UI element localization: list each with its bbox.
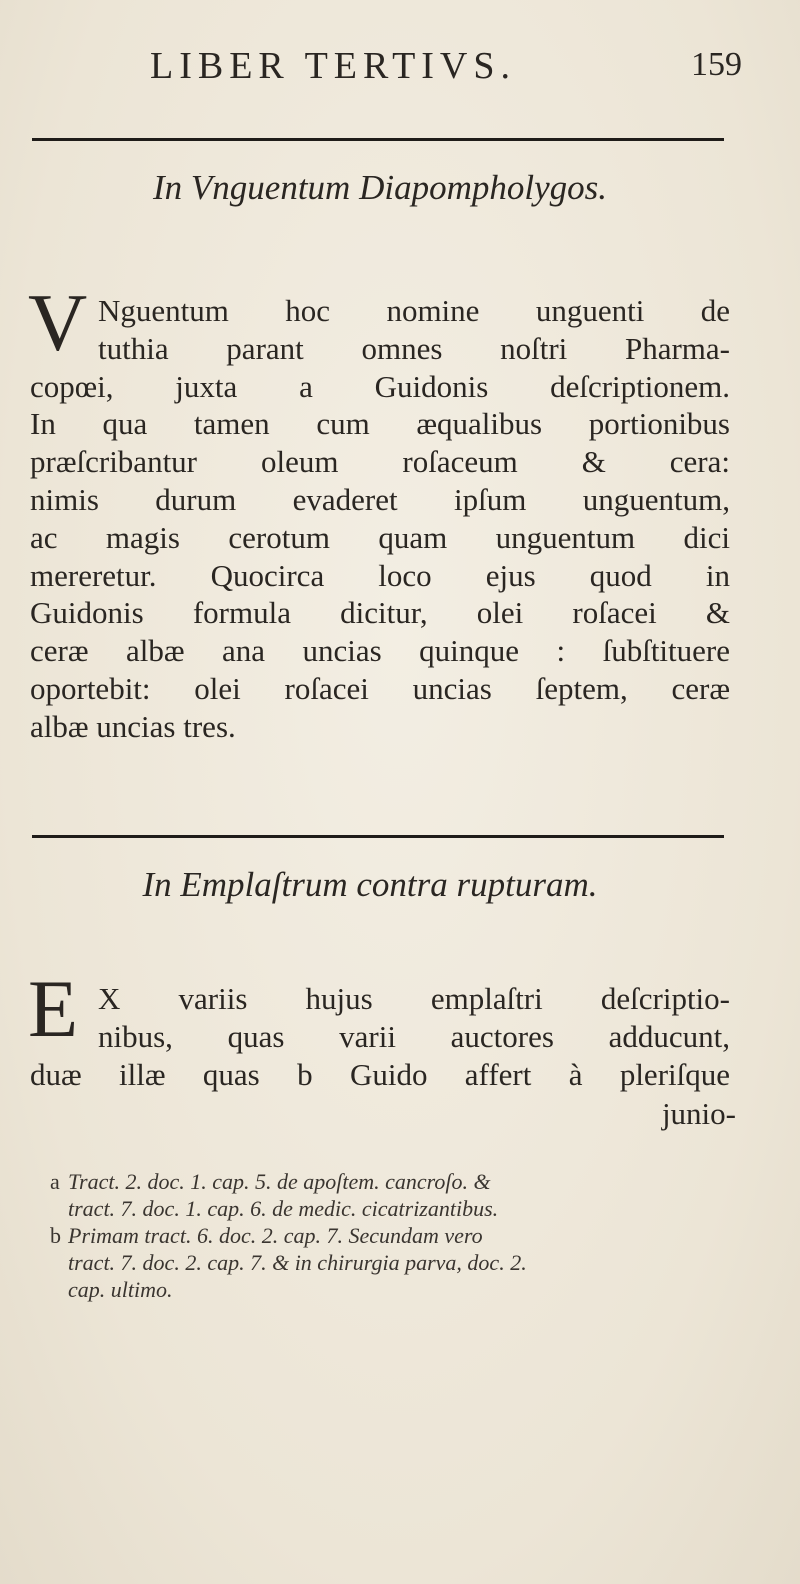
text-line: In qua tamen cum æqualibus portionibus: [30, 406, 730, 442]
section-heading-unguentum: In Vnguentum Diapompholygos.: [153, 168, 607, 207]
note-marker: b: [50, 1223, 61, 1248]
catchword: junio-: [661, 1096, 736, 1131]
text-line: oportebit: olei roſacei uncias ſeptem, ceræ: [30, 670, 730, 706]
note-line: cap. ultimo.: [68, 1277, 173, 1302]
section-heading-emplastrum: In Emplaſtrum contra rupturam.: [142, 865, 598, 904]
text-line: Nguentum hoc nomine unguenti de: [98, 293, 730, 328]
text-line: Guidonis formula dicitur, olei roſacei &: [30, 595, 730, 631]
text-line: ceræ albæ ana uncias quinque : ſubſtituere: [30, 633, 730, 669]
text-line: albæ uncias tres.: [30, 708, 236, 744]
note-line: tract. 7. doc. 1. cap. 6. de medic. cicatrizantibus.: [68, 1196, 499, 1221]
note-line: [50, 1222, 730, 1249]
text-line: nibus, quas varii auctores adducunt,: [98, 1018, 730, 1054]
text-line: X variis hujus emplaſtri deſcriptio-: [98, 981, 730, 1016]
note-text: Tract. 2. doc. 1. cap. 5. de apoſtem. cancroſo. &: [68, 1169, 491, 1194]
running-head: LIBER TERTIVS.: [150, 45, 517, 87]
text-line: copœi, juxta a Guidonis deſcriptionem.: [30, 368, 730, 404]
note-marker: a: [50, 1169, 60, 1194]
marginal-notes: [50, 1168, 730, 1303]
section-divider-rule: [32, 835, 724, 838]
text-line: duæ illæ quas b Guido affert à pleriſque: [30, 1056, 730, 1092]
text-line: præſcribantur oleum roſaceum & cera:: [30, 444, 730, 480]
page-number: 159: [691, 46, 742, 83]
text-line: tuthia parant omnes noſtri Pharma-: [98, 330, 730, 366]
note-text: Primam tract. 6. doc. 2. cap. 7. Secundam vero: [68, 1223, 483, 1248]
text-line: mereretur. Quocirca loco ejus quod in: [30, 557, 730, 593]
paragraph-unguentum: [30, 292, 730, 746]
paragraph-emplastrum: [30, 980, 730, 1093]
text-line: nimis durum evaderet ipſum unguentum,: [30, 481, 730, 517]
drop-cap-e: E: [28, 963, 79, 1054]
note-line: tract. 7. doc. 2. cap. 7. & in chirurgia parva, doc. 2.: [68, 1250, 527, 1275]
page-header: [0, 44, 800, 94]
text-line: ac magis cerotum quam unguentum dici: [30, 519, 730, 555]
note-line: [50, 1168, 730, 1195]
header-rule: [32, 138, 724, 141]
drop-cap-v: V: [28, 277, 88, 368]
